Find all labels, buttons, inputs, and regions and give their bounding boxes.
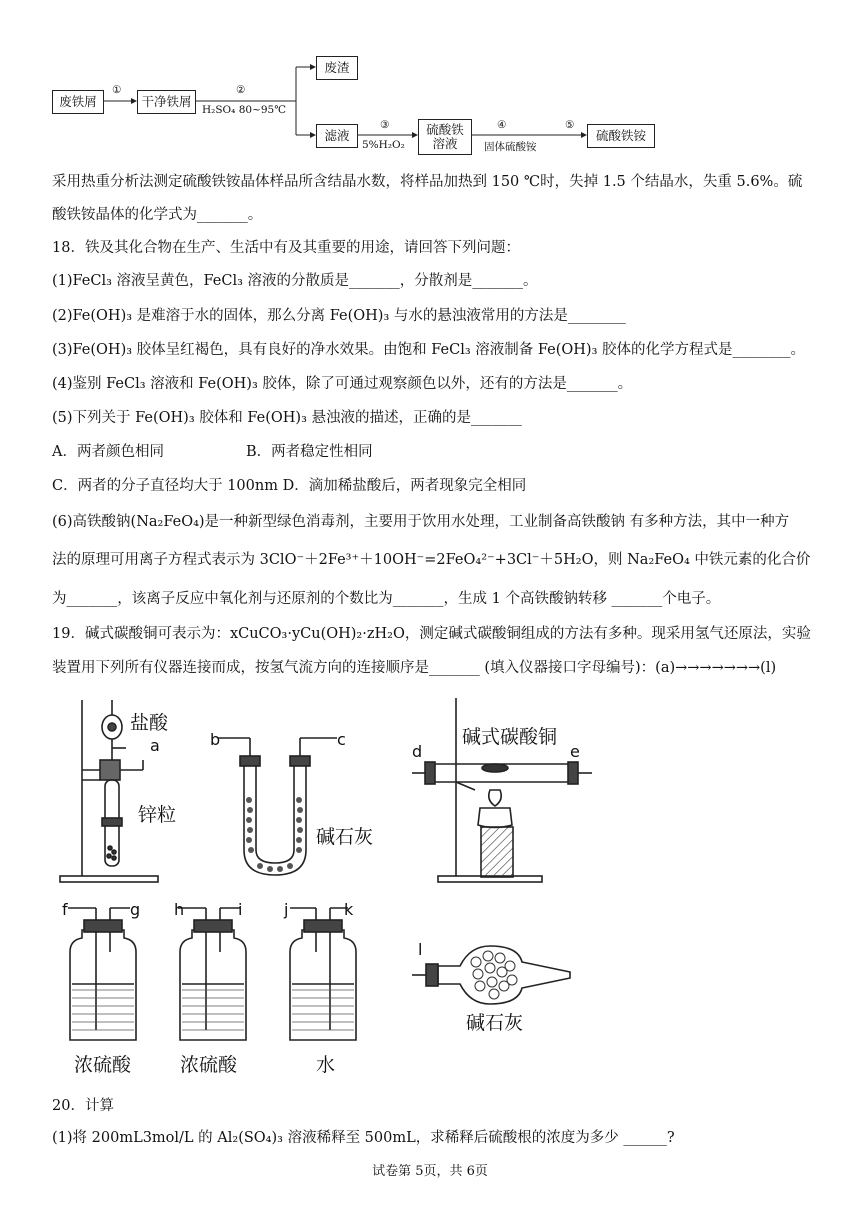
q18-option-b: B．两者稳定性相同 bbox=[246, 444, 373, 460]
port-h: h bbox=[174, 900, 185, 919]
q19-line-1: 19．碱式碳酸铜可表示为：xCuCO₃·yCu(OH)₂·zH₂O，测定碱式碳酸铜组成的方法有多种。现采用氢气还原法，实验 bbox=[52, 626, 811, 642]
label-conc-sulfuric-acid-2: 浓硫酸 bbox=[180, 1054, 238, 1076]
q18-part-5: (5)下列关于 Fe(OH)₃ 胶体和 Fe(OH)₃ 悬浊液的描述，正确的是_______ bbox=[52, 410, 522, 426]
label-conc-sulfuric-acid-1: 浓硫酸 bbox=[74, 1054, 132, 1076]
flow-step-4-condition: 固体硫酸铵 bbox=[484, 141, 537, 153]
q18-part-4: (4)鉴别 FeCl₃ 溶液和 Fe(OH)₃ 胶体，除了可通过观察颜色以外，还有的方法是_______。 bbox=[52, 376, 633, 392]
q18-options-cd: C．两者的分子直径均大于 100nm D．滴加稀盐酸后，两者现象完全相同 bbox=[52, 478, 527, 494]
flow-step-1: ① bbox=[112, 84, 122, 96]
q17-line-2: 酸铁铵晶体的化学式为_______。 bbox=[52, 207, 263, 223]
label-basic-copper-carbonate: 碱式碳酸铜 bbox=[462, 726, 558, 748]
flow-box-ferric-sulfate: 硫酸铁溶液 bbox=[418, 119, 472, 155]
q18-option-a: A．两者颜色相同 bbox=[52, 444, 164, 460]
port-e: e bbox=[570, 742, 580, 761]
q17-line-1: 采用热重分析法测定硫酸铁铵晶体样品所含结晶水数，将样品加热到 150 ℃时，失掉 1.5 个结晶水，失重 5.6%。硫 bbox=[52, 174, 803, 190]
port-l: l bbox=[418, 940, 423, 959]
flow-box-product: 硫酸铁铵 bbox=[587, 124, 655, 148]
q18-part-6-line-1: (6)高铁酸钠(Na₂FeO₄)是一种新型绿色消毒剂，主要用于饮用水处理，工业制备高铁酸钠 有多种方法，其中一种方 bbox=[52, 514, 790, 530]
label-zinc-granules: 锌粒 bbox=[138, 804, 177, 826]
page-footer: 试卷第 5页，共 6页 bbox=[372, 1164, 488, 1179]
flow-box-clean-iron: 干净铁屑 bbox=[137, 90, 196, 114]
port-g: g bbox=[130, 900, 141, 919]
port-f: f bbox=[62, 900, 68, 919]
label-soda-lime-drying-tube: 碱石灰 bbox=[466, 1012, 524, 1034]
flow-step-2-condition: H₂SO₄ 80~95℃ bbox=[202, 104, 286, 116]
apparatus-drawings bbox=[0, 690, 860, 1090]
flow-step-2: ② bbox=[236, 84, 246, 96]
q18-part-3: (3)Fe(OH)₃ 胶体呈红褐色，具有良好的净水效果。由饱和 FeCl₃ 溶液制备 Fe(OH)₃ 胶体的化学方程式是________。 bbox=[52, 342, 805, 358]
port-k: k bbox=[344, 900, 354, 919]
q18-part-6-line-3: 为_______，该离子反应中氧化剂与还原剂的个数比为_______，生成 1 个高铁酸钠转移 _______个电子。 bbox=[52, 591, 721, 607]
flow-step-4: ④ bbox=[497, 119, 507, 131]
port-a: a bbox=[150, 736, 160, 755]
label-water: 水 bbox=[316, 1054, 336, 1076]
label-hydrochloric-acid: 盐酸 bbox=[130, 712, 169, 734]
q19-line-2: 装置用下列所有仪器连接而成，按氢气流方向的连接顺序是_______ (填入仪器接口字母编号)：(a)→→→→→→→(l) bbox=[52, 660, 777, 676]
port-c: c bbox=[337, 730, 346, 749]
port-j: j bbox=[284, 900, 289, 919]
flow-box-filtrate: 滤液 bbox=[316, 124, 358, 148]
flow-step-5: ⑤ bbox=[565, 119, 575, 131]
q18-part-2: (2)Fe(OH)₃ 是难溶于水的固体，那么分离 Fe(OH)₃ 与水的悬浊液常用的方法是________ bbox=[52, 308, 626, 324]
port-b: b bbox=[210, 730, 221, 749]
flow-box-waste-iron: 废铁屑 bbox=[52, 90, 104, 114]
label-soda-lime-u-tube: 碱石灰 bbox=[316, 826, 374, 848]
q18-stem: 18．铁及其化合物在生产、生活中有及其重要的用途，请回答下列问题： bbox=[52, 240, 520, 256]
q20-stem: 20．计算 bbox=[52, 1098, 114, 1114]
q18-part-6-line-2: 法的原理可用离子方程式表示为 3ClO⁻＋2Fe³⁺＋10OH⁻=2FeO₄²⁻+3Cl⁻＋5H₂O，则 Na₂FeO₄ 中铁元素的化合价 bbox=[52, 552, 811, 568]
flow-box-residue: 废渣 bbox=[316, 56, 358, 80]
flow-step-3: ③ bbox=[380, 119, 390, 131]
q18-part-1: (1)FeCl₃ 溶液呈黄色，FeCl₃ 溶液的分散质是_______，分散剂是_______。 bbox=[52, 273, 538, 289]
q20-part-1: (1)将 200mL3mol/L 的 Al₂(SO₄)₃ 溶液稀释至 500mL，求稀释后硫酸根的浓度为多少 ______? bbox=[52, 1130, 675, 1146]
port-d: d bbox=[412, 742, 423, 761]
flow-step-3-condition: 5%H₂O₂ bbox=[362, 139, 405, 151]
port-i: i bbox=[238, 900, 243, 919]
